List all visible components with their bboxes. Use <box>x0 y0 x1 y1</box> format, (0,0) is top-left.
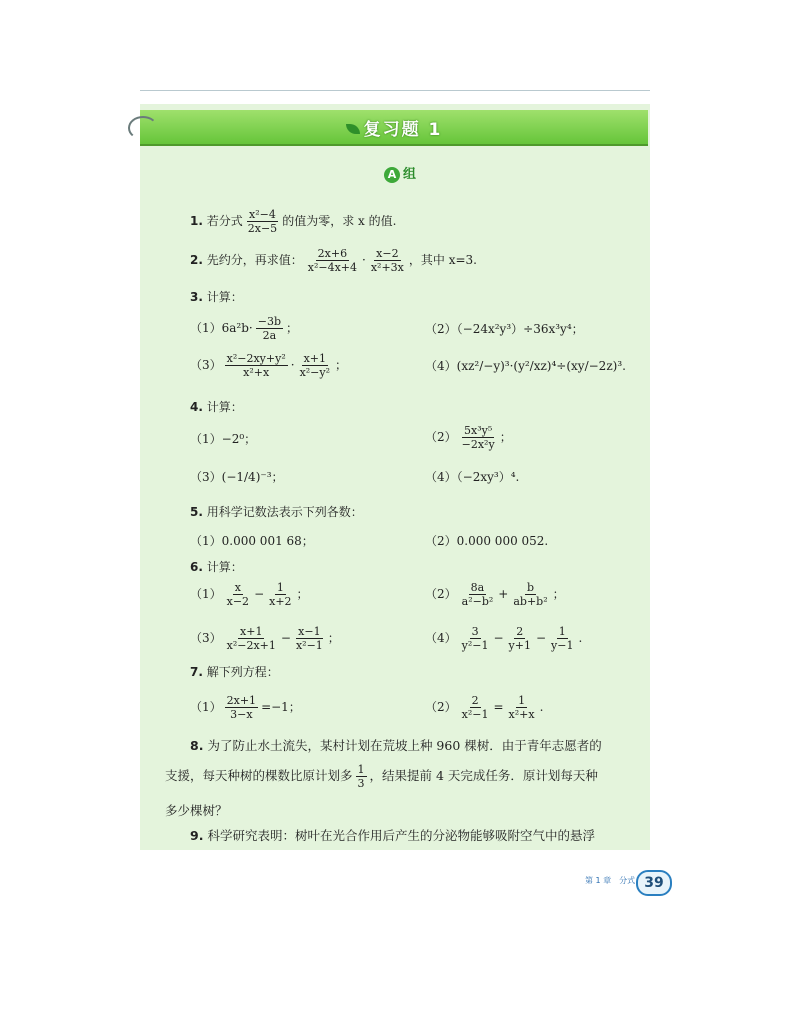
question-5-title: 5. 用科学记数法表示下列各数： <box>190 505 363 519</box>
question-6-part-4: （4） $\frac{3}{\text{y²−1}}$ − $\frac{2}{y+1}$ − $\frac{1}{y-1}$ . <box>425 625 583 652</box>
group-heading: A 组 <box>0 163 800 183</box>
fraction: $\frac{\text{x²−4}}{2x-5}$ <box>247 208 278 235</box>
question-5-part-2: （2）0.000 000 052. <box>425 534 549 548</box>
question-5-part-1: （1）0.000 001 68； <box>190 534 314 548</box>
question-1: 1. 若分式 $\frac{\text{x²−4}}{2x-5}$ 的值为零，求 x 的值. <box>190 208 397 235</box>
question-3-title: 3. 计算： <box>190 290 243 304</box>
question-3-part-3: （3） $\frac{\text{x²−2xy+y²}}{\text{x²+x}}$ · $\frac{x+1}{\text{x²−y²}}$ ； <box>190 352 348 379</box>
question-6-part-3: （3） $\frac{x+1}{\text{x²−2x+1}}$ − $\frac{x-1}{\text{x²−1}}$ ； <box>190 625 340 652</box>
fraction: $\frac{x-2}{\text{x²+3x}}$ <box>370 247 404 274</box>
question-8-line-2: 支援，每天种树的棵数比原计划多 $\frac{1}{3}$ ，结果提前 4 天完成任务．原计划每天种 <box>165 763 598 790</box>
page-number: 39 <box>636 870 672 896</box>
question-3-part-4: （4）(xz²/−y)³·(y²/xz)⁴÷(xy/−2z)³. <box>425 359 626 373</box>
question-8-line-1: 8. 为了防止水土流失，某村计划在荒坡上种 960 棵树．由于青年志愿者的 <box>190 738 602 753</box>
question-2: 2. 先约分，再求值： $\frac{2x+6}{\text{x²−4x+4}}$ · $\frac{x-2}{\text{x²+3x}}$ ，其中 x=3. <box>190 247 477 274</box>
page-curl-icon <box>128 116 158 140</box>
question-4-part-2: （2） $\frac{\text{5x³y⁵}}{\text{−2x²y}}$ ； <box>425 424 512 451</box>
question-9: 9. 科学研究表明：树叶在光合作用后产生的分泌物能够吸附空气中的悬浮 <box>190 828 595 843</box>
top-rule <box>140 90 650 91</box>
section-title: 复习题 1 <box>140 115 648 140</box>
question-6-title: 6. 计算： <box>190 560 243 574</box>
question-8-line-3: 多少棵树？ <box>165 803 228 818</box>
question-3-part-2: （2）（−24x²y³）÷36x³y⁴； <box>425 322 584 336</box>
section-banner <box>140 110 648 146</box>
fraction: $\frac{2x+6}{\text{x²−4x+4}}$ <box>307 247 358 274</box>
group-letter-badge: A <box>384 167 400 183</box>
question-4-part-3: （3）(−1/4)⁻³； <box>190 470 284 484</box>
question-7-part-2: （2） $\frac{2}{\text{x²−1}}$ = $\frac{1}{\text{x²+x}}$ . <box>425 694 544 721</box>
question-6-part-2: （2） $\frac{8a}{\text{a²−b²}}$ + $\frac{b}{\text{ab+b²}}$ ； <box>425 581 565 608</box>
question-7-part-1: （1） $\frac{2x+1}{3-x}$ =−1； <box>190 694 301 721</box>
chapter-footer: 第 1 章 分式 <box>585 876 636 885</box>
question-4-part-1: （1）−2⁰； <box>190 432 257 446</box>
question-6-part-1: （1） $\frac{x}{x-2}$ − $\frac{1}{x+2}$ ； <box>190 581 309 608</box>
question-4-part-4: （4）（−2xy³）⁴. <box>425 470 520 484</box>
question-3-part-1: （1）6a²b· $\frac{-3b}{2a}$ ； <box>190 315 299 342</box>
question-4-title: 4. 计算： <box>190 400 243 414</box>
question-7-title: 7. 解下列方程： <box>190 665 279 679</box>
leaf-icon <box>346 124 360 134</box>
